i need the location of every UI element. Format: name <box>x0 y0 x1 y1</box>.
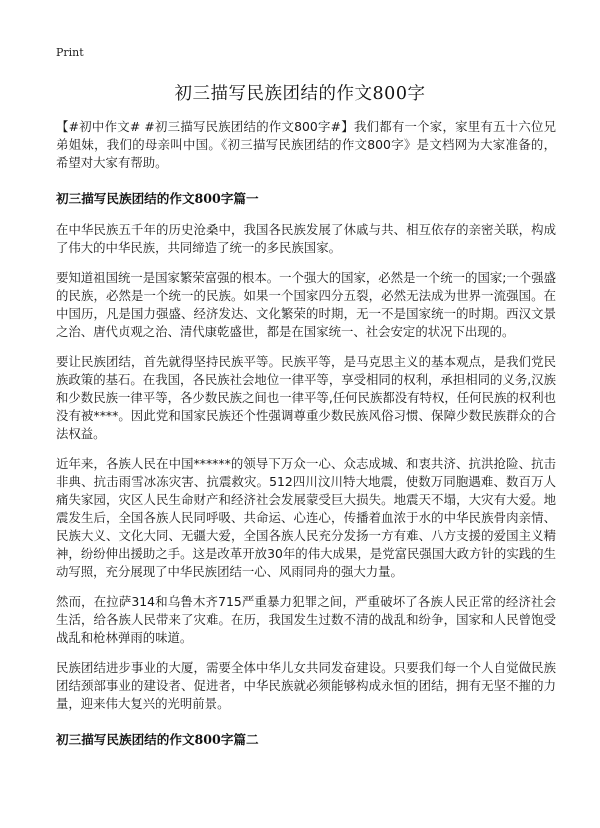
article-body <box>56 118 556 762</box>
paragraph-3: 要让民族团结，首先就得坚持民族平等。民族平等，是马克思主义的基本观点，是我们党民族政策的基石。在我国，各民族社会地位一律平等，享受相同的权利，承担相同的义务,汉族和少数民族一律平等，各少数民族之间也一律平等,任何民族都没有特权，任何民族的权利也没有被****。因此党和国家民族还个性强调尊重少数民族风俗习惯、保障少数民族群众的合法权益。 <box>56 354 556 441</box>
paragraph-2: 要知道祖国统一是国家繁荣富强的根本。一个强大的国家，必然是一个统一的国家;一个强盛的民族，必然是一个统一的民族。如果一个国家四分五裂，必然无法成为世界一流强国。在中国历，凡是国力强盛、经济发达、文化繁荣的时期，无一不是国家统一的时期。西汉文景之治、唐代贞观之治、清代康乾盛世，都是在国家统一、社会安定的状况下出现的。 <box>56 270 556 339</box>
paragraph-1: 在中华民族五千年的历史沧桑中，我国各民族发展了休戚与共、相互依存的亲密关联，构成了伟大的中华民族，共同缔造了统一的多民族国家。 <box>56 222 556 255</box>
section-heading-2: 初三描写民族团结的作文800字篇二 <box>56 732 259 747</box>
section-heading-1: 初三描写民族团结的作文800字篇一 <box>56 191 259 206</box>
intro-paragraph: 【#初中作文# #初三描写民族团结的作文800字#】我们都有一个家，家里有五十六位兄弟姐妹，我们的母亲叫中国。《初三描写民族团结的作文800字》是文档网为大家准备的，希望对大家有帮助。 <box>56 119 556 170</box>
page-title: 初三描写民族团结的作文800字 <box>174 84 426 104</box>
print-link[interactable]: Print <box>56 46 84 59</box>
paragraph-4: 近年来，各族人民在中国******的领导下万众一心、众志成城、和衷共济、抗洪抢险、抗击非典、抗击雨雪冰冻灾害、抗震救灾。512四川汶川特大地震，使数万同胞遇难、数百万人痛失家园，灾区人民生命财产和经济社会发展蒙受巨大损失。地震天不塌，大灾有大爱。地震发生后，全国各族人民同呼吸、共命运、心连心，传播着血浓于水的中华民族骨肉亲情、民族大义、文化大同、无疆大爱，全国各族人民充分发扬一方有难、八方支援的爱国主义精神，纷纷伸出援助之手。这是改革开放30年的伟大成果，是党富民强国大政方针的实践的生动写照，充分展现了中华民族团结一心、风雨同舟的强大力量。 <box>56 456 556 579</box>
paragraph-5: 然而，在拉萨314和乌鲁木齐715严重暴力犯罪之间，严重破坏了各族人民正常的经济社会生活，给各族人民带来了灾难。在历，我国发生过数不清的战乱和纷争，国家和人民曾饱受战乱和枪林弹雨的味道。 <box>56 594 556 645</box>
paragraph-6: 民族团结进步事业的大厦，需要全体中华儿女共同发奋建设。只要我们每一个人自觉做民族团结颈部事业的建设者、促进者，中华民族就必须能够构成永恒的团结，拥有无坚不摧的力量，迎来伟大复兴的光明前景。 <box>56 660 556 711</box>
